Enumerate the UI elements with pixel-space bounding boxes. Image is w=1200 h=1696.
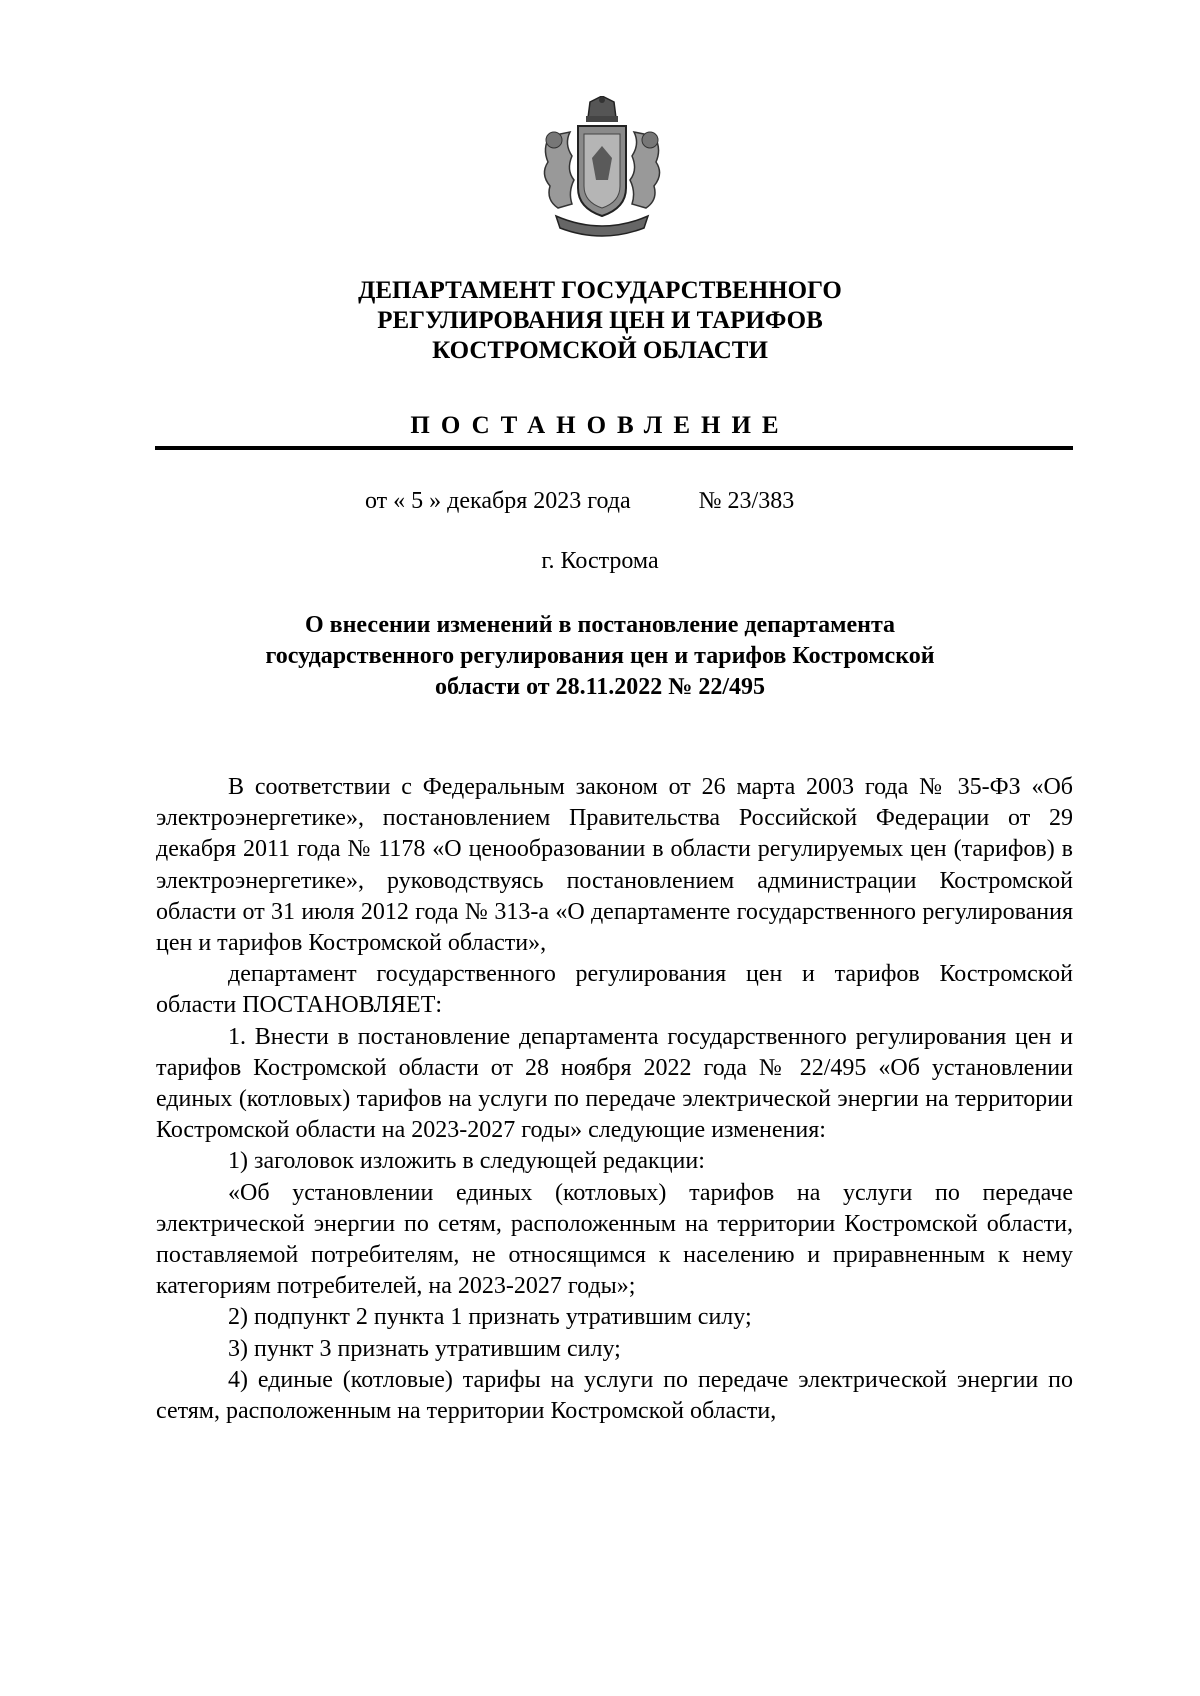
organization-name (0, 276, 1200, 366)
body-paragraph: департамент государственного регулирования цен и тарифов Костромской области ПОСТАНОВЛЯЕТ: (156, 961, 1073, 1019)
document-date: от « 5 » декабря 2023 года (365, 488, 631, 514)
org-line: РЕГУЛИРОВАНИЯ ЦЕН И ТАРИФОВ (377, 307, 823, 334)
header-divider (155, 446, 1073, 450)
date-line (365, 488, 794, 515)
body-paragraph: 2) подпункт 2 пункта 1 признать утратившим силу; (228, 1304, 752, 1331)
org-line: КОСТРОМСКОЙ ОБЛАСТИ (432, 337, 768, 364)
body-paragraph: «Об установлении единых (котловых) тарифов на услуги по передаче электрической энергии по сетям, расположенным на территории Костромской области, поставляемой потребителям, не относящимся к населению и приравненным к нему категориям потребителей, на 2023-2027 годы»; (156, 1179, 1073, 1300)
document-city: г. Кострома (541, 548, 659, 574)
body-paragraph: 1) заголовок изложить в следующей редакции: (228, 1148, 705, 1175)
document-number: № 23/383 (698, 488, 795, 514)
title-line: О внесении изменений в постановление департамента (304, 612, 896, 638)
body-paragraph: В соответствии с Федеральным законом от 26 марта 2003 года № 35-ФЗ «Об электроэнергетике», постановлением Правительства Российской Федерации от 29 декабря 2011 года № 1178 «О ценообразовании в области регулируемых цен (тарифов) в электроэнергетике», руководствуясь постановлением администрации Костромской области от 31 июля 2012 года № 313-а «О департаменте государственного регулирования цен и тарифов Костромской области», (156, 774, 1073, 957)
body-paragraph: 4) единые (котловые) тарифы на услуги по передаче электрической энергии по сетям, расположенным на территории Костромской области, (156, 1366, 1073, 1425)
document-body (156, 772, 1073, 1427)
title-line: области от 28.11.2022 № 22/495 (434, 674, 766, 700)
body-paragraph: 1. Внести в постановление департамента государственного регулирования цен и тарифов Костромской области от 28 ноября 2022 года № 22/495 «Об установлении единых (котловых) тарифов на услуги по передаче электрической энергии на территории Костромской области на 2023-2027 годы» следующие изменения: (156, 1023, 1073, 1144)
document-type: ПОСТАНОВЛЕНИЕ (410, 412, 790, 439)
title-line: государственного регулирования цен и тарифов Костромской (265, 643, 935, 669)
org-line: ДЕПАРТАМЕНТ ГОСУДАРСТВЕННОГО (358, 277, 842, 304)
body-paragraph: 3) пункт 3 признать утратившим силу; (228, 1335, 621, 1362)
coat-of-arms-icon (532, 96, 672, 244)
document-title (200, 610, 1000, 703)
